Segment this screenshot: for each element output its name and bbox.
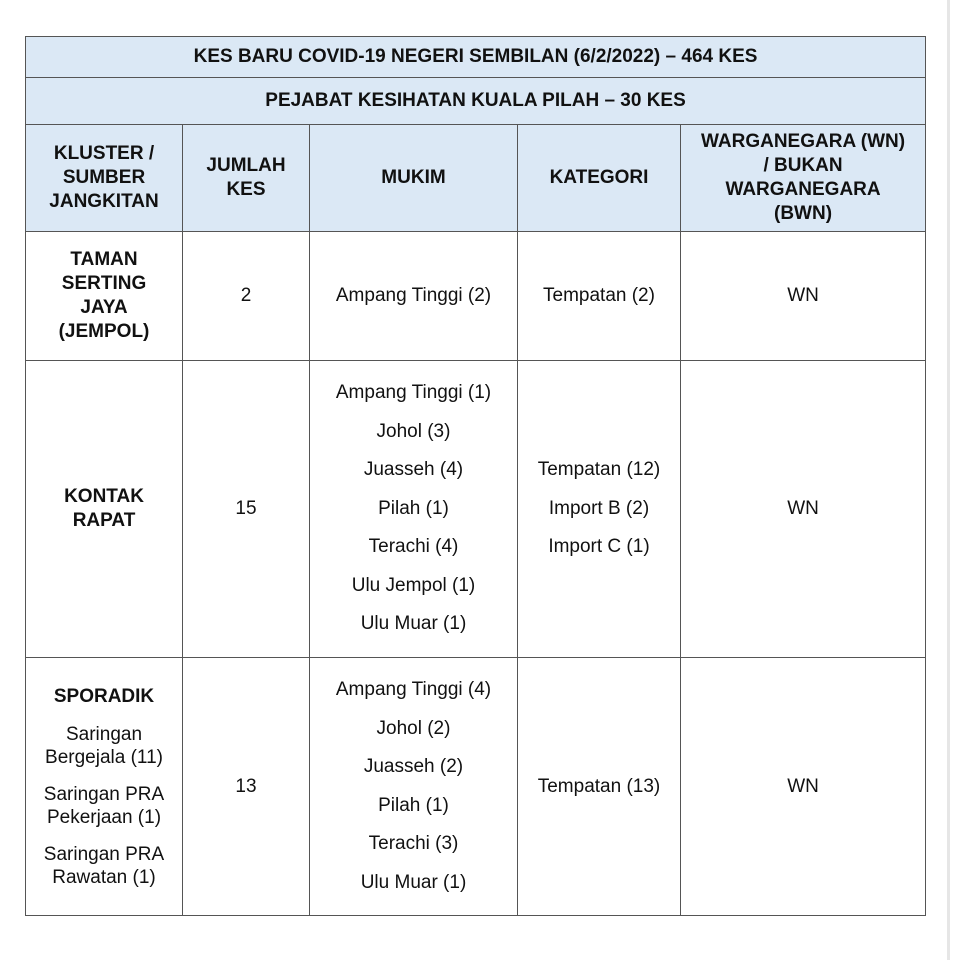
- mukim-item: Ulu Muar (1): [360, 613, 467, 635]
- mukim-item: Ampang Tinggi (4): [335, 679, 492, 700]
- table-subtitle: PEJABAT KESIHATAN KUALA PILAH – 30 KES: [26, 78, 926, 125]
- cell-kluster: [26, 658, 183, 916]
- cell-jumlah: 15: [183, 361, 310, 658]
- mukim-item: Terachi (4): [368, 536, 459, 558]
- header-row: [26, 125, 926, 232]
- kategori-item: Import B (2): [548, 497, 650, 519]
- table-row: [26, 361, 926, 658]
- mukim-item: Juasseh (2): [363, 756, 464, 777]
- kluster-title: SPORADIK: [53, 685, 155, 707]
- cell-mukim: Ampang Tinggi (2): [310, 232, 518, 361]
- cell-kategori: Tempatan (2): [518, 232, 681, 361]
- kluster-subitem: Saringan PRA Pekerjaan (1): [43, 783, 165, 828]
- mukim-item: Juasseh (4): [363, 459, 464, 481]
- cell-jumlah: 13: [183, 658, 310, 916]
- subtitle-row: [26, 78, 926, 125]
- cell-kategori: Tempatan (13): [518, 658, 681, 916]
- mukim-item: Pilah (1): [378, 497, 449, 519]
- cell-mukim: [310, 658, 518, 916]
- kategori-item: Import C (1): [548, 536, 650, 558]
- kluster-subitem: Saringan Bergejala (11): [45, 723, 163, 768]
- table-title: KES BARU COVID-19 NEGERI SEMBILAN (6/2/2022) – 464 KES: [26, 37, 926, 78]
- covid-cases-table: [25, 36, 926, 916]
- mukim-item: Ulu Muar (1): [360, 871, 467, 893]
- kluster-subitem: Saringan PRA Rawatan (1): [43, 843, 165, 888]
- kategori-item: Tempatan (12): [537, 459, 661, 481]
- header-kluster: KLUSTER / SUMBER JANGKITAN: [26, 125, 183, 232]
- title-row: [26, 37, 926, 78]
- header-warganegara: WARGANEGARA (WN) / BUKAN WARGANEGARA (BWN): [681, 125, 926, 232]
- cell-kategori: [518, 361, 681, 658]
- page-edge-divider: [947, 0, 950, 960]
- cell-warganegara: WN: [681, 658, 926, 916]
- cell-warganegara: WN: [681, 361, 926, 658]
- header-mukim: MUKIM: [310, 125, 518, 232]
- mukim-item: Pilah (1): [378, 794, 449, 816]
- mukim-item: Johol (3): [376, 420, 451, 442]
- cell-jumlah: 2: [183, 232, 310, 361]
- cell-kluster: TAMAN SERTING JAYA (JEMPOL): [26, 232, 183, 361]
- header-jumlah: JUMLAH KES: [183, 125, 310, 232]
- cell-warganegara: WN: [681, 232, 926, 361]
- mukim-item: Johol (2): [376, 717, 451, 739]
- table-row: [26, 658, 926, 916]
- cell-mukim: [310, 361, 518, 658]
- cell-kluster: KONTAK RAPAT: [26, 361, 183, 658]
- mukim-item: Ampang Tinggi (1): [335, 382, 492, 404]
- mukim-item: Terachi (3): [368, 833, 459, 854]
- mukim-item: Ulu Jempol (1): [351, 574, 476, 596]
- header-kategori: KATEGORI: [518, 125, 681, 232]
- table-row: [26, 232, 926, 361]
